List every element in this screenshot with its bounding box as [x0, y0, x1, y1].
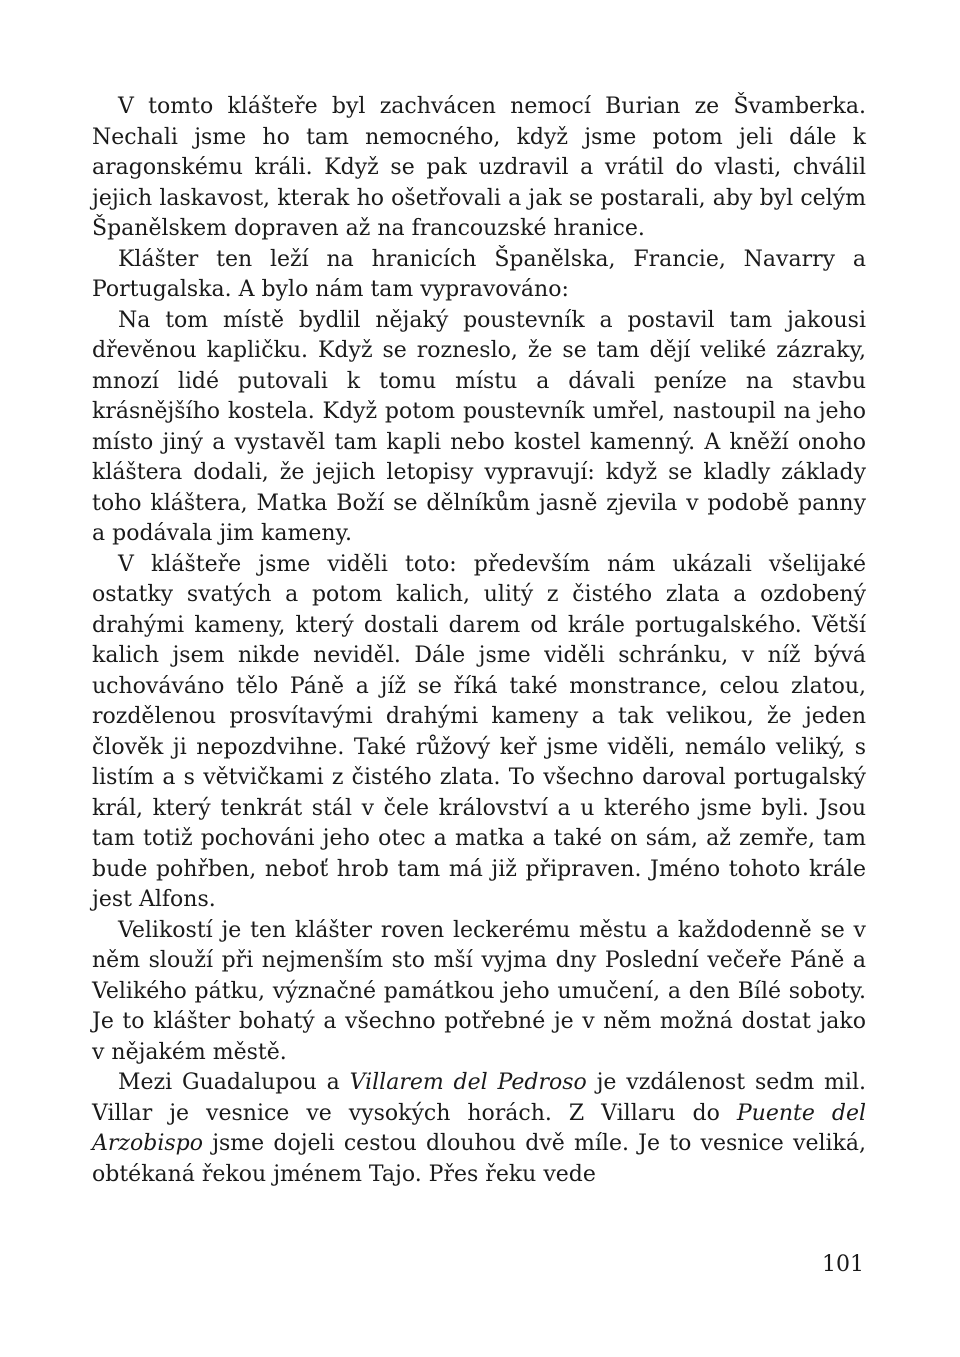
paragraph-2: [92, 245, 866, 306]
paragraph-6-text-b: je vzdálenost sedm mil. Villar je vesnice ve vysokých horách. Z Villaru do: [92, 1070, 866, 1126]
paragraph-3: [92, 306, 866, 550]
paragraph-5-text: Velikostí je ten klášter roven leckerému městu a každodenně se v něm slouží při nejmenším sto mší vyjma dny Poslední večeře Páně a Velikého pátku, význačné památkou jeho umučení, a den Bílé soboty. Je to klášter bohatý a všechno potřebné je v něm možná dostat jako v nějakém městě.: [92, 917, 866, 1065]
place-name-villar: Villarem del Pedroso: [349, 1070, 587, 1095]
paragraph-1: [92, 92, 866, 245]
paragraph-3-text: Na tom místě bydlil nějaký poustevník a postavil tam jakousi dřevěnou kapličku. Když se rozneslo, že se tam dějí veliké zázraky, mnozí lidé putovali k tomu místu a dávali peníze na stavbu krásnějšího kostela. Když potom poustevník umřel, nastoupil na jeho místo jiný a vystavěl tam kapli nebo kostel kamenný. A kněží onoho kláštera dodali, že jejich letopisy vypravují: když se kladly základy toho kláštera, Matka Boží se dělníkům jasně zjevila v podobě panny a podávala jim kameny.: [92, 307, 866, 546]
paragraph-4-text: V klášteře jsme viděli toto: především nám ukázali všelijaké ostatky svatých a potom kalich, ulitý z čistého zlata a ozdobený drahými kameny, který dostali darem od krále portugalského. Větší kalich jsem nikde neviděl. Dále jsme viděli schránku, v níž bývá uchováváno tělo Páně a jíž se říká také monstrance, celou zlatou, rozdělenou prosvítavými drahými kameny a tak velikou, že jeden člověk ji nepozdvihne. Také růžový keř jsme viděli, nemálo veliký, s listím a s větvičkami z čistého zlata. To všechno daroval portugalský král, který tenkrát stál v čele království a u kterého jsme byli. Jsou tam totiž pochováni jeho otec a matka a také on sám, až zemře, tam bude pohřben, neboť hrob tam má již připraven. Jméno tohoto krále jest Alfons.: [92, 551, 866, 912]
place-name-puente: Puente del Arzobispo: [92, 1100, 867, 1156]
paragraph-6-text-a: Mezi Guadalupou a: [118, 1070, 350, 1095]
body-text: [92, 92, 866, 1190]
paragraph-6: [92, 1068, 866, 1190]
paragraph-2-text: Klášter ten leží na hranicích Španělska, Francie, Navarry a Portugalska. A bylo nám tam vypravováno:: [92, 246, 866, 302]
paragraph-4: [92, 550, 866, 916]
paragraph-6-text-c: jsme dojeli cestou dlouhou dvě míle. Je to vesnice veliká, obtékaná řekou jménem Tajo. Přes řeku vede: [92, 1131, 866, 1187]
page-number: 101: [822, 1252, 864, 1277]
paragraph-5: [92, 916, 866, 1069]
paragraph-1-text: V tomto klášteře byl zachvácen nemocí Burian ze Švamberka. Nechali jsme ho tam nemocného, když jsme potom jeli dále k aragonskému králi. Když se pak uzdravil a vrátil do vlasti, chválil jejich laskavost, kterak ho ošetřovali a jak se postarali, aby byl celým Španělskem dopraven až na francouzské hranice.: [92, 94, 866, 241]
